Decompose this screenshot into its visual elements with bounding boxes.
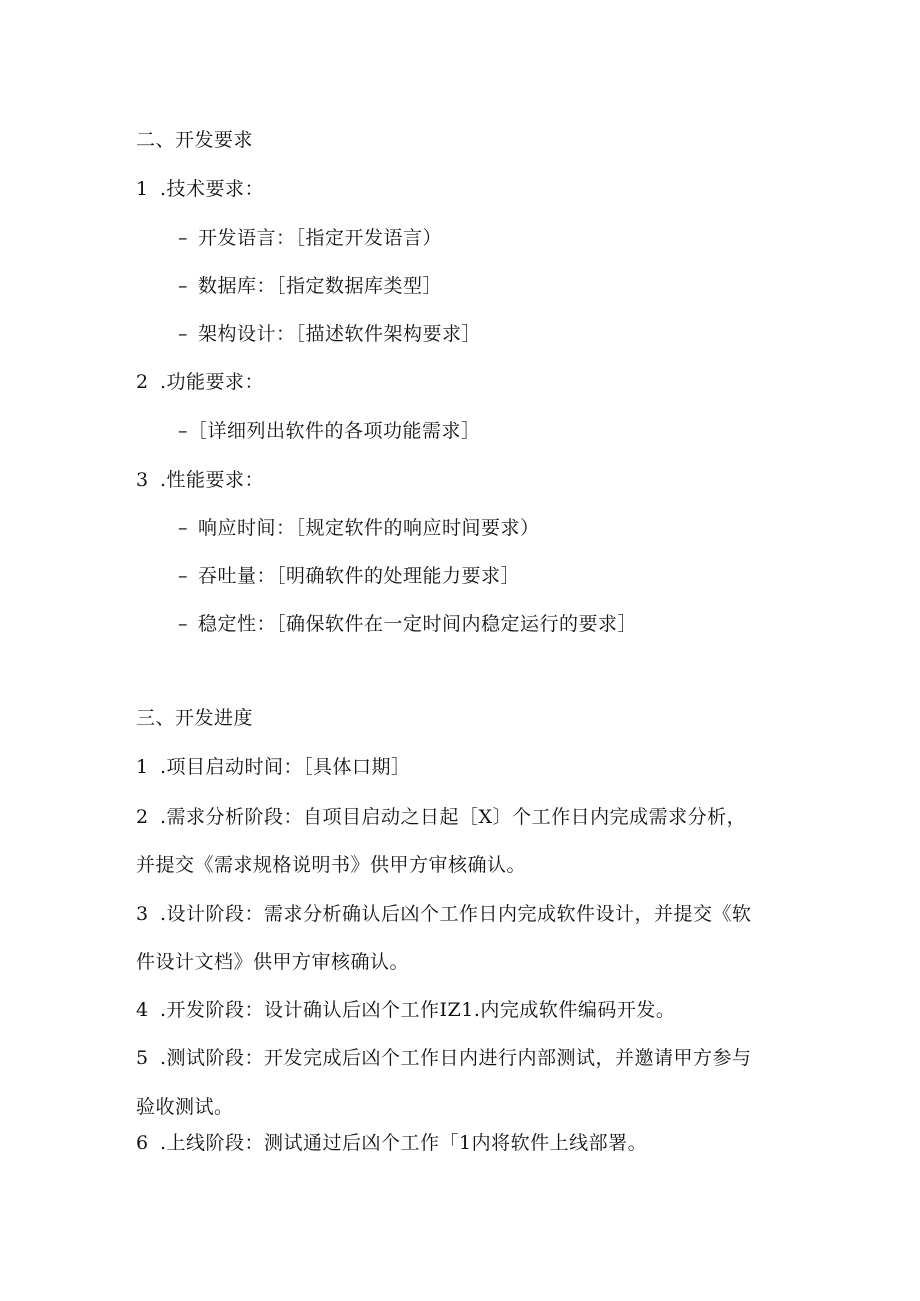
dash-marker: – [178, 420, 188, 442]
schedule-item-design [136, 902, 752, 926]
dash-marker: – [178, 565, 188, 587]
bullet-text: 响应时间：［规定软件的响应时间要求） [198, 517, 540, 539]
item-text: .开发阶段：设计确认后凶个工作IZ1.内完成软件编码开发。 [160, 999, 676, 1021]
bullet-text: 稳定性：［确保软件在一定时间内稳定运行的要求］ [198, 613, 638, 635]
bullet-text: ［详细列出软件的各项功能需求］ [188, 420, 481, 442]
item-text: .需求分析阶段：自项目启动之日起［X〕个工作日内完成需求分析， [160, 806, 747, 828]
item-text: .设计阶段：需求分析确认后凶个工作日内完成软件设计，并提交《软 [160, 903, 752, 925]
item-number: 4 [136, 999, 149, 1021]
item-number: 1 [136, 178, 149, 200]
schedule-item-design-cont: 件设计文档》供甲方审核确认。 [136, 951, 410, 973]
bullet-text: 吞吐量：［明确软件的处理能力要求］ [198, 565, 521, 587]
schedule-item-testing [136, 1046, 752, 1070]
item-label: .技术要求： [160, 178, 265, 200]
bullet-architecture [178, 322, 481, 346]
list-item-performance-requirements [136, 468, 264, 492]
item-label: .功能要求： [160, 371, 265, 393]
bullet-stability [178, 612, 637, 636]
dash-marker: – [178, 517, 188, 539]
item-number: 6 [136, 1132, 149, 1154]
bullet-throughput [178, 564, 520, 588]
dash-marker: – [178, 323, 188, 345]
item-number: 3 [136, 469, 149, 491]
bullet-text: 开发语言：［指定开发语言） [198, 227, 443, 249]
bullet-database [178, 274, 442, 298]
bullet-functions [178, 419, 481, 443]
bullet-text: 架构设计：［描述软件架构要求］ [198, 323, 482, 345]
bullet-text: 数据库：［指定数据库类型］ [198, 275, 443, 297]
dash-marker: – [178, 613, 188, 635]
dash-marker: – [178, 275, 188, 297]
item-text: .项目启动时间：［具体口期］ [160, 756, 411, 778]
schedule-item-development [136, 998, 675, 1022]
schedule-item-analysis-cont: 并提交《需求规格说明书》供甲方审核确认。 [136, 854, 527, 876]
schedule-item-analysis [136, 805, 746, 829]
section-heading-requirements: 二、开发要求 [136, 129, 254, 151]
item-text: .上线阶段：测试通过后凶个工作「1内将软件上线部署。 [160, 1132, 648, 1154]
dash-marker: – [178, 227, 188, 249]
list-item-functional-requirements [136, 370, 264, 394]
item-number: 2 [136, 371, 149, 393]
item-number: 1 [136, 756, 149, 778]
item-number: 5 [136, 1047, 149, 1069]
bullet-dev-language [178, 226, 442, 250]
section-heading-schedule: 三、开发进度 [136, 707, 254, 729]
schedule-item-start [136, 755, 411, 779]
item-number: 3 [136, 903, 149, 925]
item-label: .性能要求： [160, 469, 265, 491]
item-number: 2 [136, 806, 149, 828]
schedule-item-launch [136, 1131, 647, 1155]
list-item-tech-requirements [136, 177, 264, 201]
schedule-item-testing-cont: 验收测试。 [136, 1096, 234, 1118]
bullet-response-time [178, 516, 540, 540]
item-text: .测试阶段：开发完成后凶个工作日内进行内部测试，并邀请甲方参与 [160, 1047, 752, 1069]
